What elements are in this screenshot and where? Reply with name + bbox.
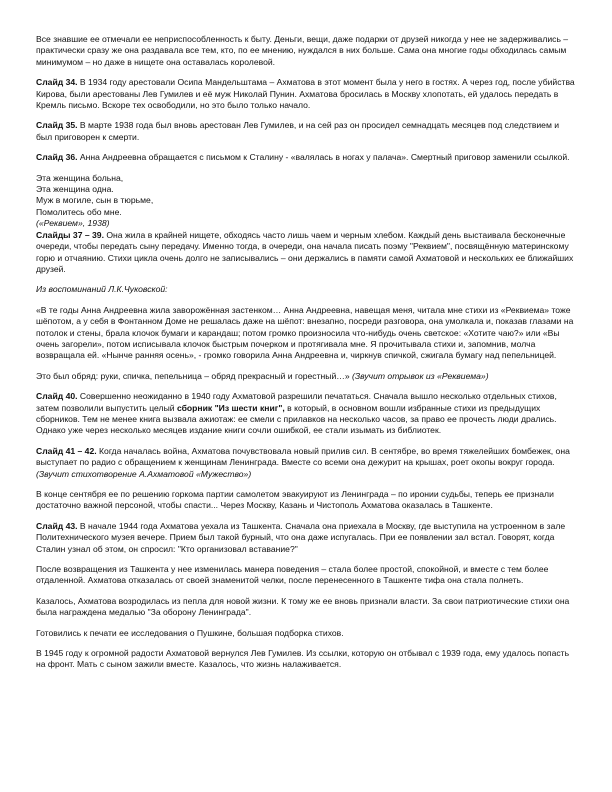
paragraph-slide-36 [36, 152, 576, 163]
slide-label: Слайд 40. [36, 391, 78, 402]
slide-label: Слайд 41 – 42. [36, 445, 97, 456]
paragraph-return: После возвращения из Ташкента у нее изменилась манера поведения – стала более простой, спокойной, и вместе с тем более отдаленной. Ахматова отказалась от своей знаменитой челки, после перенесенного в Ташкенте тифа она стала полнеть. [36, 564, 549, 586]
paragraph-text: Она жила в крайней нищете, обходясь часто лишь чаем и черным хлебом. Каждый день выстаивала бесконечные очереди, чтобы передать сыну передачу. Именно тогда, в очереди, она начала писать поэму "Реквием", посвящённую материнскому горю и отчаянию. Стихи цикла очень долго не записывались – они держались в памяти самой Ахматовой и нескольких ее ближайших друзей. [36, 229, 574, 274]
poem-block [36, 173, 576, 230]
document-page [36, 34, 576, 680]
slide-label: Слайд 34. [36, 77, 78, 88]
paragraph-text: В начале 1944 года Ахматова уехала из Ташкента. Сначала она приехала в Москву, где выступила на устроенном в зале Политехнического музея вечере. Прием был такой бурный, что она даже испугалась. При ее появлении зал встал. Говорят, когда Сталин узнал об этом, он спросил: "Кто организовал вставание?" [36, 520, 566, 554]
poem-line: Муж в могиле, сын в тюрьме, [36, 195, 154, 206]
paragraph-slide-37-39 [36, 230, 576, 276]
paragraph-slide-41-42 [36, 446, 576, 480]
slide-label: Слайд 36. [36, 152, 78, 163]
paragraph-text: В марте 1938 года был вновь арестован Лев Гумилев, и на сей раз он просидел семнадцать месяцев под следствием и был приговорен к смерти. [36, 120, 560, 142]
slide-label: Слайд 35. [36, 120, 78, 131]
paragraph-intro: Все знавшие ее отмечали ее неприспособленность к быту. Деньги, вещи, даже подарки от друзей никогда у нее не задерживались – практически сразу же она раздавала все тем, кто, по ее мнению, нуждался в них больше. Сама она многие годы обходилась самым минимумом – но даже в нищете она оставалась королевой. [36, 34, 569, 67]
paragraph-text: В 1934 году арестовали Осипа Мандельштама – Ахматова в этот момент была у него в гостях. А через год, после убийства Кирова, были арестованы Лев Гумилев и её муж Николай Пунин. Ахматова бросилась в Москву хлопотать, ей удалось передать в Кремль письмо. Вскоре тех освободили, но это было только начало. [36, 77, 575, 111]
paragraph-text: в который, в основном вошли избранные стихи из предыдущих сборников. Тем не менее книга вызвала ажиотаж: ее смели с прилавков на несколько часов, за право ее прочесть люди дрались. Однако уже через несколько месяцев издание книги сочли ошибкой, ее стали изымать из библиотек. [36, 402, 557, 436]
book-title: сборник "Из шести книг", [176, 402, 285, 413]
slide-label: Слайды 37 – 39. [36, 229, 104, 240]
paragraph-evacuation: В конце сентября ее по решению горкома партии самолетом эвакуируют из Ленинграда – по иронии судьбы, теперь ее признали достаточно важной персоной, чтобы спасти... Через Москву, Казань и Чистополь Ахматова оказалась в Ташкенте. [36, 489, 554, 511]
paragraph-slide-34 [36, 77, 576, 111]
memoir-heading: Из воспоминаний Л.К.Чуковской: [36, 284, 168, 295]
paragraph-ashes: Казалось, Ахматова возродилась из пепла для новой жизни. К тому же ее вновь признали власти. За свои патриотические стихи она была награждена медалью "За оборону Ленинграда". [36, 595, 570, 618]
paragraph-text: Это был обряд: руки, спичка, пепельница – обряд прекрасный и горестный…» [36, 370, 353, 381]
poem-line: Помолитесь обо мне. [36, 206, 122, 217]
paragraph-text: Анна Андреевна обращается с письмом к Сталину - «валялась в ногах у палача». Смертный приговор заменили ссылкой. [77, 152, 570, 163]
paragraph-slide-43 [36, 521, 576, 555]
poem-line: Эта женщина больна, [36, 172, 124, 183]
slide-label: Слайд 43. [36, 520, 78, 531]
paragraph-ritual [36, 371, 576, 382]
performance-note: (Звучит стихотворение А.Ахматовой «Мужество») [36, 468, 252, 479]
paragraph-text: Когда началась война, Ахматова почувствовала новый прилив сил. В сентябре, во время тяжелейших бомбежек, она выступает по радио с обращением к женщинам Ленинграда. Вместе со всеми она дежурит на крышах, роет окопы вокруг города. [36, 445, 570, 468]
performance-note: (Звучит отрывок из «Реквиема») [352, 370, 489, 381]
poem-line: Эта женщина одна. [36, 184, 114, 195]
paragraph-text: Совершенно неожиданно в 1940 году Ахматовой разрешили печататься. Сначала вышло несколько отдельных стихов, затем позволили выпустить целый [36, 391, 557, 413]
memoir-quote: «В те годы Анна Андреевна жила заворожённая застенком… Анна Андреевна, навещая меня, читала мне стихи из «Реквиема» тоже шёпотом, а у себя в Фонтанном Доме не решалась даже на шёпот: внезапно, посреди разговора, она умолкала и, показав глазами на потолок и стены, брала клочок бумаги и карандаш; потом громко произносила что-нибудь очень светское: «Хотите чаю?» или «Вы очень загорели», потом исписывала клочок быстрым почерком и протягивала мне. Я прочитывала стихи и, запомнив, молча возвращала ей. «Нынче ранняя осень», - громко говорила Анна Андреевна и, чиркнув спичкой, сжигала бумагу над пепельницей. [36, 304, 574, 361]
paragraph-pushkin: Готовились к печати ее исследования о Пушкине, большая подборка стихов. [36, 627, 344, 638]
poem-source: («Реквием», 1938) [36, 218, 110, 229]
paragraph-slide-40 [36, 391, 576, 437]
paragraph-1945: В 1945 году к огромной радости Ахматовой вернулся Лев Гумилев. Из ссылки, которую он отбывал с 1939 года, ему удалось попасть на фронт. Мать с сыном зажили вместе. Казалось, что жизнь налаживается. [36, 648, 570, 670]
paragraph-slide-35 [36, 120, 576, 143]
